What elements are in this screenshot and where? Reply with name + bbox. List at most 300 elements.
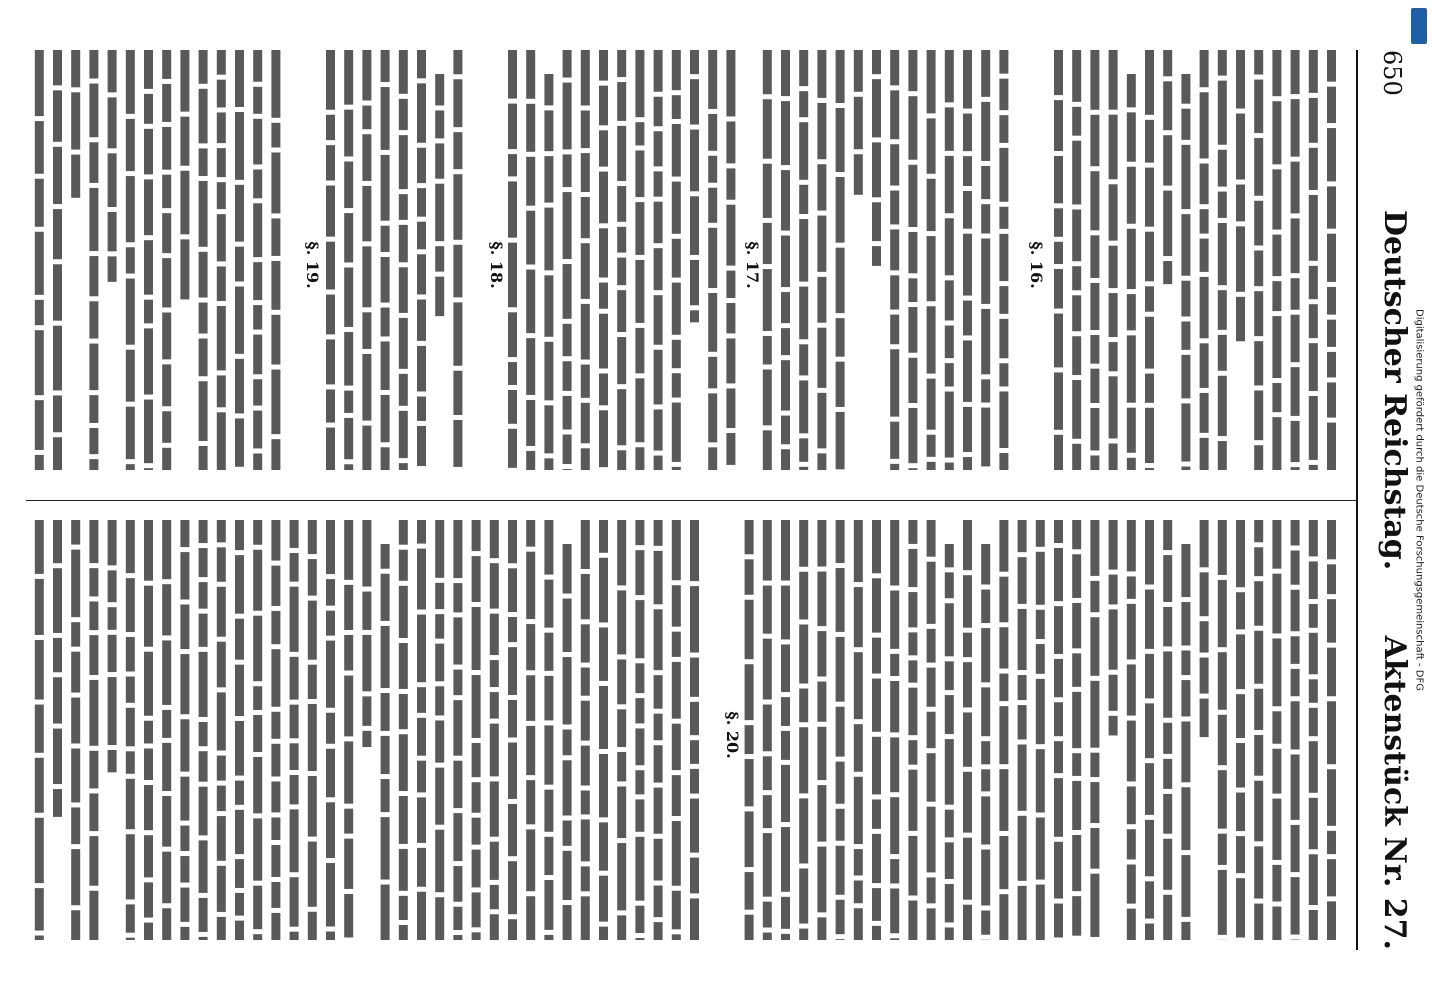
text-line-segment: [544, 790, 553, 832]
text-line-segment: [836, 520, 845, 563]
text-line-segment: [199, 751, 208, 781]
text-line-segment: [563, 361, 572, 391]
text-line-segment: [108, 256, 117, 281]
text-line-segment: [581, 304, 590, 360]
text-line-segment: [162, 520, 171, 579]
text-line-segment: [508, 243, 517, 308]
text-line-segment: [417, 797, 426, 842]
text-line-segment: [381, 817, 390, 879]
text-line-segment: [563, 599, 572, 652]
text-line-segment: [89, 428, 98, 454]
text-line-segment: [799, 689, 808, 723]
text-line-segment: [1054, 314, 1063, 368]
text-line-segment: [381, 395, 390, 442]
text-line-segment: [1109, 293, 1118, 337]
text-line-segment: [126, 578, 135, 632]
text-line-segment: [508, 181, 517, 237]
text-line-segment: [71, 520, 80, 545]
text-line-segment: [544, 837, 553, 875]
text-line-segment: [472, 818, 481, 845]
text-line-segment: [89, 680, 98, 746]
text-line-segment: [908, 278, 917, 302]
text-line-segment: [963, 575, 972, 627]
text-line-segment: [235, 555, 244, 614]
text-line-segment: [417, 520, 426, 544]
text-line-segment: [89, 344, 98, 391]
text-line-segment: [799, 380, 808, 433]
text-line-segment: [908, 468, 917, 470]
text-line-segment: [617, 290, 626, 332]
text-line-segment: [1054, 372, 1063, 429]
text-line-segment: [362, 731, 371, 747]
text-line-segment: [981, 204, 990, 233]
text-line-segment: [635, 150, 644, 197]
text-line-segment: [508, 154, 517, 176]
text-line-segment: [399, 849, 408, 891]
text-line-segment: [1309, 854, 1318, 905]
text-line-segment: [635, 378, 644, 442]
text-line-segment: [308, 559, 317, 596]
text-line-segment: [1200, 572, 1209, 616]
text-line-segment: [1145, 408, 1154, 463]
text-line-segment: [235, 781, 244, 805]
text-line-segment: [799, 185, 808, 214]
text-line-segment: [1309, 633, 1318, 675]
text-line-segment: [453, 245, 462, 298]
text-line-segment: [399, 99, 408, 130]
text-line-segment: [490, 914, 499, 940]
text-line-segment: [453, 761, 462, 808]
text-line-segment: [308, 776, 317, 837]
text-line-segment: [126, 938, 135, 940]
text-line-segment: [999, 627, 1008, 668]
text-line-segment: [235, 286, 244, 353]
text-line-segment: [144, 652, 153, 716]
text-line-segment: [399, 896, 408, 920]
text-line-segment: [581, 365, 590, 398]
text-line-segment: [89, 188, 98, 251]
text-line-segment: [144, 179, 153, 235]
text-line-segment: [1163, 794, 1172, 834]
text-line-segment: [381, 87, 390, 150]
text-line-segment: [1072, 896, 1081, 936]
text-line-segment: [1236, 878, 1245, 937]
text-line-segment: [945, 392, 954, 458]
text-line-segment: [1054, 100, 1063, 151]
text-line-segment: [635, 520, 644, 545]
text-line-segment: [854, 777, 863, 844]
text-line-segment: [53, 437, 62, 470]
text-line-segment: [490, 660, 499, 687]
text-line-segment: [326, 802, 335, 858]
text-line-segment: [981, 166, 990, 199]
text-line-segment: [908, 307, 917, 353]
text-line-segment: [290, 932, 299, 940]
text-line-segment: [999, 286, 1008, 314]
text-line-segment: [672, 340, 681, 368]
text-line-segment: [35, 50, 44, 116]
text-line-segment: [581, 50, 590, 105]
text-line-segment: [344, 267, 353, 326]
text-line-segment: [690, 50, 699, 74]
text-line-segment: [1200, 209, 1209, 233]
text-line-segment: [253, 550, 262, 611]
text-line-segment: [690, 520, 699, 581]
text-line-segment: [544, 208, 553, 271]
text-line-segment: [217, 692, 226, 750]
text-line-segment: [162, 84, 171, 122]
text-line-segment: [872, 834, 881, 883]
text-line-segment: [817, 631, 826, 676]
text-line-segment: [1272, 574, 1281, 634]
text-line-segment: [217, 182, 226, 209]
text-line-segment: [927, 379, 936, 430]
text-line-segment: [417, 396, 426, 420]
text-line-segment: [235, 859, 244, 888]
text-line-segment: [362, 246, 371, 307]
text-line-segment: [180, 777, 189, 821]
text-line-segment: [708, 50, 717, 109]
text-line-segment: [1200, 163, 1209, 204]
text-line-segment: [271, 152, 280, 213]
text-line-segment: [490, 614, 499, 655]
text-line-segment: [672, 934, 681, 940]
text-line-segment: [708, 447, 717, 470]
text-line-segment: [763, 933, 772, 940]
text-line-segment: [1145, 120, 1154, 163]
text-line-segment: [71, 550, 80, 618]
text-line-segment: [908, 358, 917, 403]
text-line-segment: [726, 388, 735, 428]
text-line-segment: [1090, 753, 1099, 777]
text-line-segment: [1090, 235, 1099, 278]
text-line-segment: [399, 643, 408, 689]
text-line-segment: [1145, 763, 1154, 815]
text-line-segment: [71, 92, 80, 149]
text-line-segment: [290, 553, 299, 582]
text-line-segment: [635, 799, 644, 831]
text-line-segment: [180, 117, 189, 166]
text-line-segment: [1181, 214, 1190, 276]
text-line-segment: [199, 614, 208, 647]
text-line-segment: [763, 586, 772, 634]
text-line-segment: [217, 80, 226, 108]
text-line-segment: [836, 50, 845, 103]
text-line-segment: [654, 456, 663, 470]
text-line-segment: [654, 350, 663, 405]
text-line-segment: [53, 638, 62, 672]
text-line-segment: [253, 335, 262, 375]
text-line-segment: [1072, 653, 1081, 686]
text-line-segment: [836, 762, 845, 804]
text-line-segment: [672, 95, 681, 119]
text-line-segment: [144, 882, 153, 917]
text-line-segment: [1090, 408, 1099, 450]
text-line-segment: [927, 562, 936, 624]
text-line-segment: [417, 687, 426, 713]
text-line-segment: [599, 927, 608, 940]
text-line-segment: [381, 50, 390, 82]
text-line-segment: [271, 520, 280, 561]
text-line-segment: [126, 279, 135, 345]
text-line-segment: [199, 652, 208, 717]
text-line-segment: [1236, 743, 1245, 787]
text-line-segment: [381, 544, 390, 569]
text-line-segment: [453, 813, 462, 861]
text-line-segment: [417, 761, 426, 793]
text-line-segment: [1090, 455, 1099, 470]
text-line-segment: [1090, 874, 1099, 937]
text-line-segment: [981, 628, 990, 682]
text-line-segment: [1181, 544, 1190, 597]
text-line-segment: [490, 724, 499, 777]
text-line-segment: [581, 624, 590, 662]
text-line-segment: [508, 429, 517, 468]
text-line-segment: [817, 277, 826, 323]
text-line-segment: [672, 283, 681, 335]
text-line-segment: [763, 756, 772, 790]
text-line-segment: [890, 191, 899, 225]
text-line-segment: [927, 462, 936, 470]
text-line-segment: [1163, 135, 1172, 185]
text-line-segment: [690, 310, 699, 322]
text-line-segment: [963, 191, 972, 229]
text-line-segment: [690, 740, 699, 764]
text-line-segment: [162, 852, 171, 904]
text-line-segment: [654, 248, 663, 290]
text-line-segment: [781, 765, 790, 822]
text-line-segment: [1072, 781, 1081, 830]
text-line-segment: [217, 756, 226, 781]
text-line-segment: [781, 586, 790, 640]
text-line-segment: [472, 675, 481, 738]
text-line-segment: [1127, 864, 1136, 903]
text-line-segment: [453, 520, 462, 578]
text-line-segment: [817, 847, 826, 913]
text-line-segment: [453, 907, 462, 930]
text-line-segment: [890, 275, 899, 309]
text-line-segment: [199, 898, 208, 932]
text-line-segment: [690, 658, 699, 697]
text-line-segment: [1181, 680, 1190, 716]
text-line-segment: [1181, 109, 1190, 140]
text-line-segment: [144, 586, 153, 647]
text-line-segment: [854, 724, 863, 772]
text-line-segment: [836, 362, 845, 407]
header-rule: [1356, 50, 1358, 950]
text-line-segment: [563, 657, 572, 724]
text-line-segment: [1309, 266, 1318, 299]
text-line-segment: [180, 826, 189, 851]
text-line-segment: [1054, 208, 1063, 236]
text-line-segment: [290, 743, 299, 770]
text-line-segment: [1036, 552, 1045, 605]
text-line-segment: [253, 453, 262, 470]
text-line-segment: [526, 451, 535, 470]
text-line-segment: [1272, 316, 1281, 378]
text-line-segment: [1254, 445, 1263, 470]
text-line-segment: [1327, 352, 1336, 378]
text-line-segment: [217, 214, 226, 261]
text-line-segment: [908, 592, 917, 627]
text-line-segment: [53, 789, 62, 817]
text-line-segment: [508, 743, 517, 799]
text-line-segment: [180, 604, 189, 649]
text-line-segment: [836, 637, 845, 702]
text-line-segment: [745, 872, 754, 910]
text-line-segment: [1254, 341, 1263, 385]
text-line-segment: [563, 83, 572, 150]
text-line-segment: [1163, 759, 1172, 789]
text-line-segment: [763, 269, 772, 331]
text-line-segment: [999, 769, 1008, 831]
text-line-segment: [1090, 782, 1099, 823]
text-line-segment: [290, 809, 299, 872]
text-line-segment: [199, 148, 208, 176]
text-line-segment: [945, 739, 954, 805]
text-line-segment: [544, 74, 553, 105]
text-line-segment: [271, 315, 280, 365]
text-line-segment: [35, 400, 44, 450]
text-line-segment: [581, 403, 590, 443]
text-line-segment: [799, 467, 808, 470]
text-line-segment: [544, 405, 553, 453]
text-line-segment: [1327, 128, 1336, 181]
text-line-segment: [162, 411, 171, 443]
text-line-segment: [581, 110, 590, 148]
text-line-segment: [344, 894, 353, 938]
text-line-segment: [1109, 575, 1118, 605]
text-line-segment: [1272, 101, 1281, 164]
text-line-segment: [217, 520, 226, 542]
text-line-segment: [1200, 393, 1209, 433]
text-line-segment: [599, 314, 608, 369]
text-line-segment: [199, 381, 208, 441]
text-line-segment: [1218, 290, 1227, 330]
text-line-segment: [599, 410, 608, 467]
text-line-segment: [763, 833, 772, 897]
text-line-segment: [563, 905, 572, 940]
text-line-segment: [1291, 551, 1300, 585]
text-line-segment: [399, 586, 408, 638]
text-line-segment: [290, 877, 299, 926]
text-line-segment: [362, 354, 371, 421]
text-line-segment: [781, 328, 790, 355]
text-line-segment: [435, 720, 444, 762]
text-line-segment: [563, 435, 572, 465]
text-line-segment: [453, 174, 462, 240]
text-line-segment: [563, 396, 572, 430]
text-line-segment: [872, 737, 881, 795]
text-line-segment: [435, 768, 444, 825]
text-line-segment: [144, 748, 153, 780]
text-line-segment: [763, 223, 772, 264]
text-line-segment: [836, 846, 845, 895]
text-line-segment: [872, 888, 881, 921]
text-line-segment: [35, 936, 44, 940]
text-line-segment: [144, 240, 153, 294]
text-line-segment: [126, 350, 135, 402]
text-line-segment: [1127, 786, 1136, 824]
text-line-segment: [1163, 261, 1172, 284]
text-line-segment: [781, 520, 790, 581]
text-line-segment: [908, 770, 917, 831]
section-heading-20: §. 20.: [722, 520, 742, 950]
text-line-segment: [344, 635, 353, 671]
text-line-segment: [271, 817, 280, 840]
text-line-segment: [963, 156, 972, 186]
text-line-segment: [108, 212, 117, 251]
text-line-segment: [1327, 599, 1336, 642]
text-line-segment: [690, 769, 699, 794]
text-line-segment: [817, 216, 826, 272]
text-line-segment: [1309, 798, 1318, 849]
text-line-segment: [945, 810, 954, 838]
text-line-segment: [544, 880, 553, 930]
text-line-segment: [1272, 383, 1281, 412]
text-line-segment: [1236, 185, 1245, 222]
text-line-segment: [781, 292, 790, 323]
text-line-segment: [908, 165, 917, 227]
text-line-segment: [1254, 735, 1263, 776]
text-line-segment: [544, 110, 553, 151]
text-line-segment: [890, 229, 899, 270]
text-line-segment: [290, 657, 299, 700]
text-line-segment: [763, 795, 772, 828]
text-line-segment: [763, 639, 772, 700]
text-line-segment: [290, 775, 299, 804]
text-line-segment: [1218, 652, 1227, 710]
text-line-segment: [654, 839, 663, 881]
text-line-segment: [1163, 607, 1172, 646]
text-line-segment: [927, 520, 936, 557]
text-line-segment: [908, 50, 917, 91]
text-line-segment: [1327, 186, 1336, 228]
text-line-segment: [453, 50, 462, 74]
text-line-segment: [763, 430, 772, 470]
text-line-segment: [508, 312, 517, 357]
text-line-segment: [53, 395, 62, 432]
text-line-segment: [472, 556, 481, 602]
text-line-segment: [89, 301, 98, 338]
text-line-segment: [872, 926, 881, 940]
text-line-segment: [781, 449, 790, 470]
text-line-segment: [417, 148, 426, 183]
text-line-segment: [817, 727, 826, 780]
text-line-segment: [745, 520, 754, 554]
text-line-segment: [908, 408, 917, 463]
text-line-segment: [654, 922, 663, 940]
text-line-segment: [890, 464, 899, 470]
text-line-segment: [890, 520, 899, 586]
text-line-segment: [654, 409, 663, 450]
text-line-segment: [1072, 336, 1081, 375]
text-line-segment: [763, 520, 772, 581]
text-line-segment: [599, 283, 608, 309]
text-line-segment: [180, 239, 189, 299]
text-line-segment: [526, 157, 535, 206]
text-line-segment: [308, 842, 317, 907]
text-line-segment: [617, 82, 626, 121]
text-line-segment: [1254, 390, 1263, 440]
text-line-segment: [53, 520, 62, 563]
text-line-segment: [526, 675, 535, 721]
text-line-segment: [563, 851, 572, 900]
text-line-segment: [1163, 839, 1172, 890]
text-line-segment: [781, 897, 790, 929]
text-line-segment: [344, 110, 353, 157]
text-line-segment: [1163, 520, 1172, 550]
